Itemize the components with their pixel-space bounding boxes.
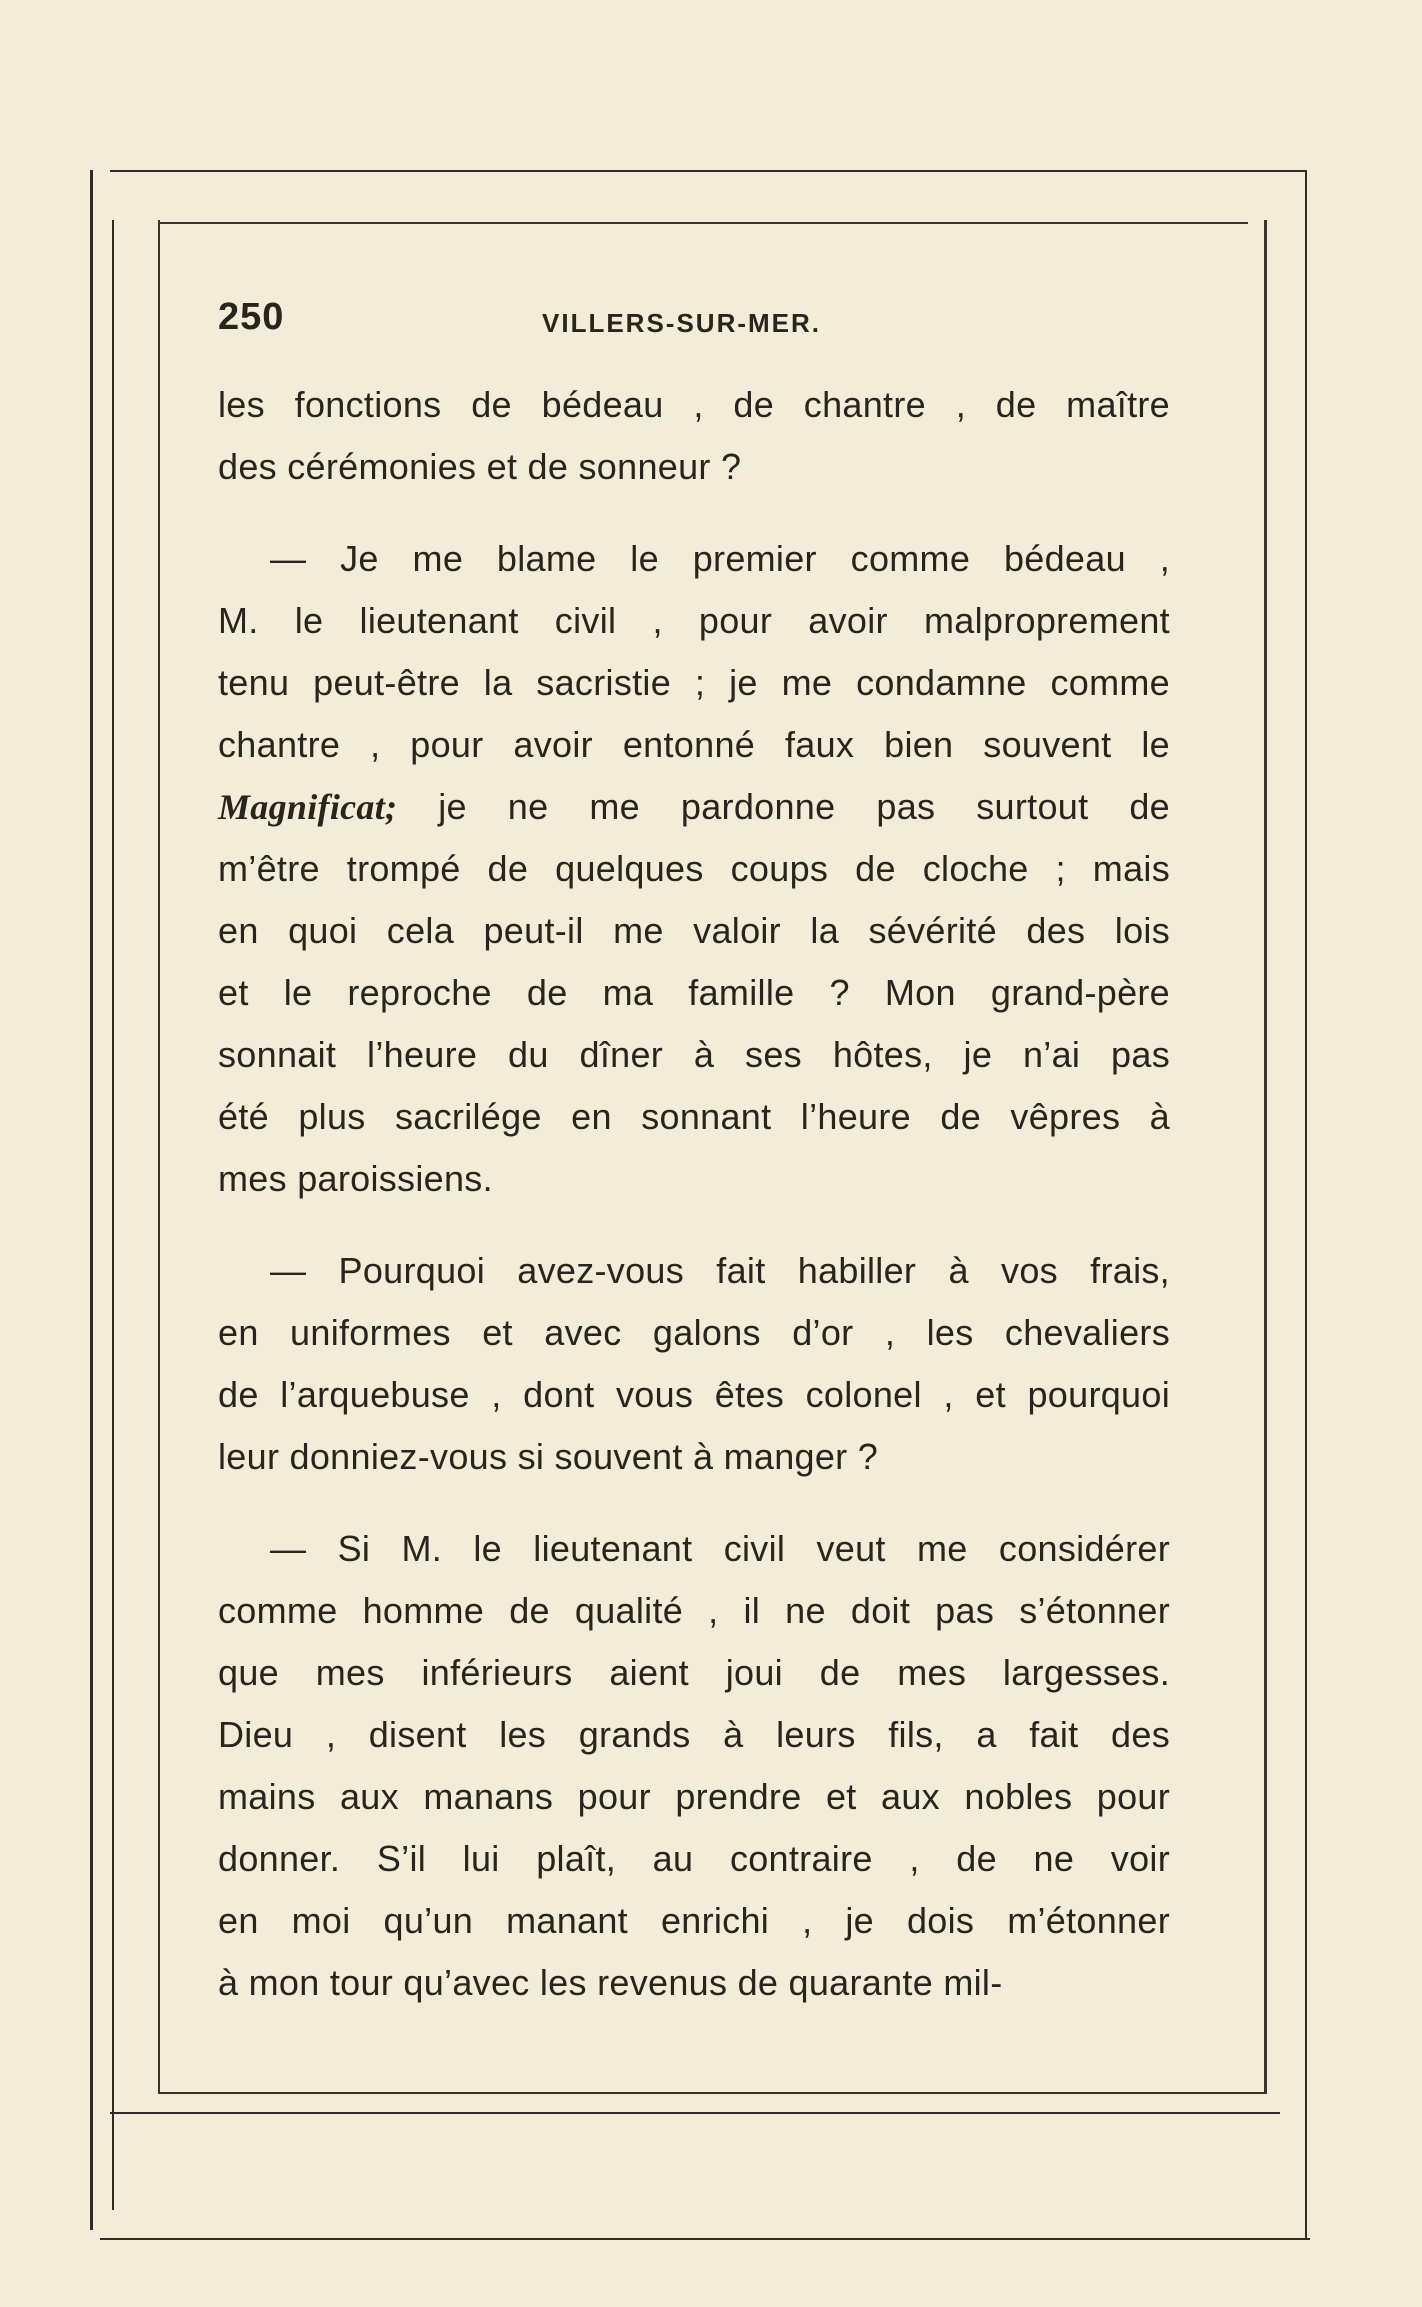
text-line: des cérémonies et de sonneur ? [218, 446, 742, 487]
paragraph-3 [218, 1240, 1170, 1488]
text-line: à mon tour qu’avec les revenus de quarante mil- [218, 1962, 1003, 2003]
text-line-rest: je ne me pardonne pas surtout de [438, 786, 1170, 827]
text-line: donner. S’il lui plaît, au contraire , de ne voir [218, 1838, 1170, 1879]
body-text [218, 374, 1170, 2044]
scan-edge-bottom-outer [100, 2238, 1310, 2240]
text-line: M. le lieutenant civil , pour avoir malproprement [218, 600, 1170, 641]
text-line: les fonctions de bédeau , de chantre , de maître [218, 384, 1170, 425]
italic-word: Magnificat; [218, 787, 398, 827]
text-line: mains aux manans pour prendre et aux nobles pour [218, 1776, 1170, 1817]
text-line: été plus sacrilége en sonnant l’heure de vêpres à [218, 1096, 1170, 1137]
text-line: chantre , pour avoir entonné faux bien souvent le [218, 724, 1170, 765]
text-line: en uniformes et avec galons d’or , les chevaliers [218, 1312, 1170, 1353]
text-line: m’être trompé de quelques coups de cloche ; mais [218, 848, 1170, 889]
paragraph-2 [218, 528, 1170, 1210]
text-line: et le reproche de ma famille ? Mon grand-père [218, 972, 1170, 1013]
text-line: — Je me blame le premier comme bédeau , [270, 538, 1170, 579]
page-number: 250 [218, 296, 285, 338]
scan-edge-left-outer [90, 170, 93, 2230]
text-line: en quoi cela peut-il me valoir la sévérité des lois [218, 910, 1170, 951]
text-line: que mes inférieurs aient joui de mes largesses. [218, 1652, 1170, 1693]
paragraph-4 [218, 1518, 1170, 2014]
paragraph-1 [218, 374, 1170, 498]
text-line: en moi qu’un manant enrichi , je dois m’étonner [218, 1900, 1170, 1941]
text-line: tenu peut-être la sacristie ; je me condamne comme [218, 662, 1170, 703]
scan-edge-bottom-inner [110, 2112, 1280, 2114]
text-line: leur donniez-vous si souvent à manger ? [218, 1436, 879, 1477]
scan-edge-top-outer [110, 170, 1305, 172]
scan-edge-left-inner [112, 220, 114, 2210]
text-line: comme homme de qualité , il ne doit pas s’étonner [218, 1590, 1170, 1631]
text-line: — Si M. le lieutenant civil veut me considérer [270, 1528, 1170, 1569]
running-title: VILLERS-SUR-MER. [542, 308, 821, 338]
text-line: mes paroissiens. [218, 1158, 493, 1199]
text-line: sonnait l’heure du dîner à ses hôtes, je n’ai pas [218, 1034, 1170, 1075]
text-line: de l’arquebuse , dont vous êtes colonel , et pourquoi [218, 1374, 1170, 1415]
page-header [218, 296, 1188, 356]
scan-edge-right-outer [1305, 170, 1307, 2240]
text-line-with-italic [218, 776, 1170, 838]
text-line: — Pourquoi avez-vous fait habiller à vos frais, [270, 1250, 1170, 1291]
text-line: Dieu , disent les grands à leurs fils, a fait des [218, 1714, 1170, 1755]
